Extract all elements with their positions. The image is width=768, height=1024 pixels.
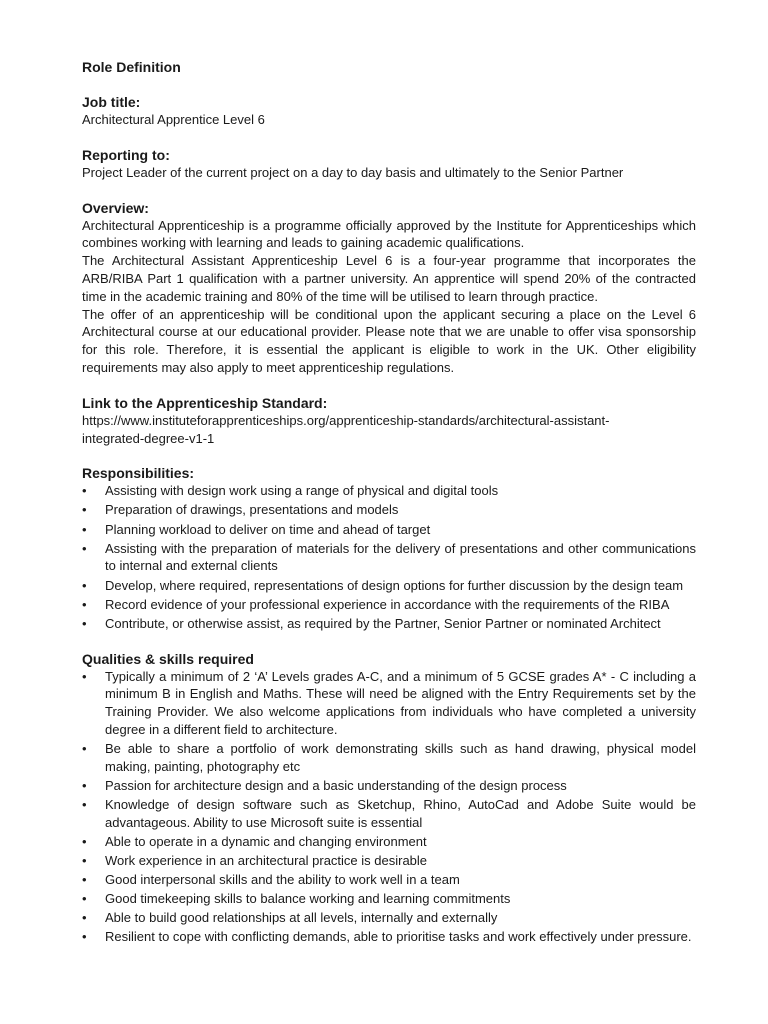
standard-link-url-line-2[interactable]: integrated-degree-v1-1	[82, 430, 215, 446]
standard-link-url-line-1[interactable]: https://www.instituteforapprenticeships.org/apprenticeship-standards/architectural-assistant-	[82, 412, 610, 428]
list-item	[82, 871, 696, 889]
standard-link-heading: Link to the Apprenticeship Standard:	[82, 394, 328, 411]
list-item	[82, 777, 696, 795]
list-item-text: Assisting with the preparation of materials for the delivery of presentations and other communications to internal and external clients	[105, 540, 696, 574]
job-title-heading: Job title:	[82, 94, 141, 110]
overview-section	[82, 199, 696, 377]
list-item	[82, 928, 696, 946]
list-item-text: Planning workload to deliver on time and ahead of target	[105, 521, 431, 537]
bullet-icon: •	[82, 502, 87, 518]
list-item	[82, 740, 696, 776]
overview-paragraph-1: Architectural Apprenticeship is a programme officially approved by the Institute for Apprenticeships which combines working with learning and leads to gaining academic qualifications.	[82, 217, 696, 251]
document-content	[82, 58, 696, 963]
bullet-icon: •	[82, 668, 87, 684]
list-item	[82, 501, 696, 519]
list-item	[82, 577, 696, 595]
bullet-icon: •	[82, 852, 87, 868]
bullet-icon: •	[82, 577, 87, 593]
reporting-to-heading: Reporting to:	[82, 146, 170, 163]
bullet-icon: •	[82, 777, 87, 793]
qualities-list	[82, 668, 696, 947]
list-item-text: Passion for architecture design and a basic understanding of the design process	[105, 777, 567, 793]
list-item-text: Work experience in an architectural practice is desirable	[105, 852, 428, 868]
bullet-icon: •	[82, 483, 87, 499]
bullet-icon: •	[82, 596, 87, 612]
bullet-icon: •	[82, 521, 87, 537]
bullet-icon: •	[82, 891, 87, 907]
list-item	[82, 482, 696, 500]
bullet-icon: •	[82, 872, 87, 888]
list-item	[82, 796, 696, 832]
standard-link-url[interactable]	[82, 412, 696, 448]
list-item	[82, 521, 696, 539]
reporting-to-value: Project Leader of the current project on a day to day basis and ultimately to the Senior Partner	[82, 164, 624, 180]
responsibilities-section	[82, 464, 696, 632]
list-item-text: Resilient to cope with conflicting demands, able to prioritise tasks and work effectively under pressure.	[105, 929, 692, 945]
list-item	[82, 540, 696, 576]
list-item-text: Develop, where required, representations of design options for further discussion by the design team	[105, 577, 684, 593]
list-item-text: Good timekeeping skills to balance working and learning commitments	[105, 891, 511, 907]
list-item	[82, 852, 696, 870]
list-item	[82, 615, 696, 633]
overview-paragraph-3: The offer of an apprenticeship will be conditional upon the applicant securing a place on the Level 6 Architectural course at our educational provider. Please note that we are unable to offer visa sponsorship for this role. Therefore, it is essential the applicant is eligible to work in the UK. Other eligibility requirements may also apply to meet apprenticeship regulations.	[82, 306, 696, 375]
list-item-text: Knowledge of design software such as Sketchup, Rhino, AutoCad and Adobe Suite would be advantageous. Ability to use Microsoft suite is essential	[105, 796, 696, 830]
list-item-text: Able to operate in a dynamic and changing environment	[105, 833, 427, 849]
job-title-value: Architectural Apprentice Level 6	[82, 112, 265, 127]
list-item-text: Preparation of drawings, presentations and models	[105, 502, 399, 518]
list-item-text: Good interpersonal skills and the ability to work well in a team	[105, 872, 460, 888]
standard-link-section	[82, 394, 696, 448]
bullet-icon: •	[82, 910, 87, 926]
qualities-heading: Qualities & skills required	[82, 650, 254, 667]
list-item-text: Able to build good relationships at all levels, internally and externally	[105, 910, 498, 926]
bullet-icon: •	[82, 796, 87, 812]
qualities-section	[82, 650, 696, 947]
reporting-to-section	[82, 146, 696, 182]
overview-heading: Overview:	[82, 199, 149, 216]
list-item	[82, 668, 696, 739]
bullet-icon: •	[82, 741, 87, 756]
list-item	[82, 596, 696, 614]
bullet-icon: •	[82, 615, 87, 631]
list-item-text: Assisting with design work using a range of physical and digital tools	[105, 483, 499, 499]
responsibilities-list	[82, 482, 696, 632]
list-item	[82, 833, 696, 851]
overview-paragraph-2: The Architectural Assistant Apprenticeship Level 6 is a four-year programme that incorporates the ARB/RIBA Part 1 qualification with a partner university. An apprentice will spend 20% of the contracted time in the academic training and 80% of the time will be utilised to learn through practice.	[82, 253, 696, 304]
document-title: Role Definition	[82, 59, 181, 75]
bullet-icon: •	[82, 929, 87, 945]
list-item	[82, 890, 696, 908]
job-title-section	[82, 93, 696, 129]
list-item-text: Record evidence of your professional experience in accordance with the requirements of the RIBA	[105, 596, 670, 612]
list-item-text: Be able to share a portfolio of work demonstrating skills such as hand drawing, physical model making, painting, photography etc	[105, 741, 696, 774]
bullet-icon: •	[82, 540, 87, 556]
list-item	[82, 909, 696, 927]
list-item-text: Typically a minimum of 2 ‘A’ Levels grades A-C, and a minimum of 5 GCSE grades A* - C including a minimum B in English and Maths. These will need be aligned with the Entry Requirements set by the Training Provider. We also welcome applications from individuals who have completed a university degree in a different field to architecture.	[105, 668, 696, 737]
responsibilities-heading: Responsibilities:	[82, 465, 195, 482]
list-item-text: Contribute, or otherwise assist, as required by the Partner, Senior Partner or nominated Architect	[105, 615, 661, 631]
bullet-icon: •	[82, 833, 87, 849]
